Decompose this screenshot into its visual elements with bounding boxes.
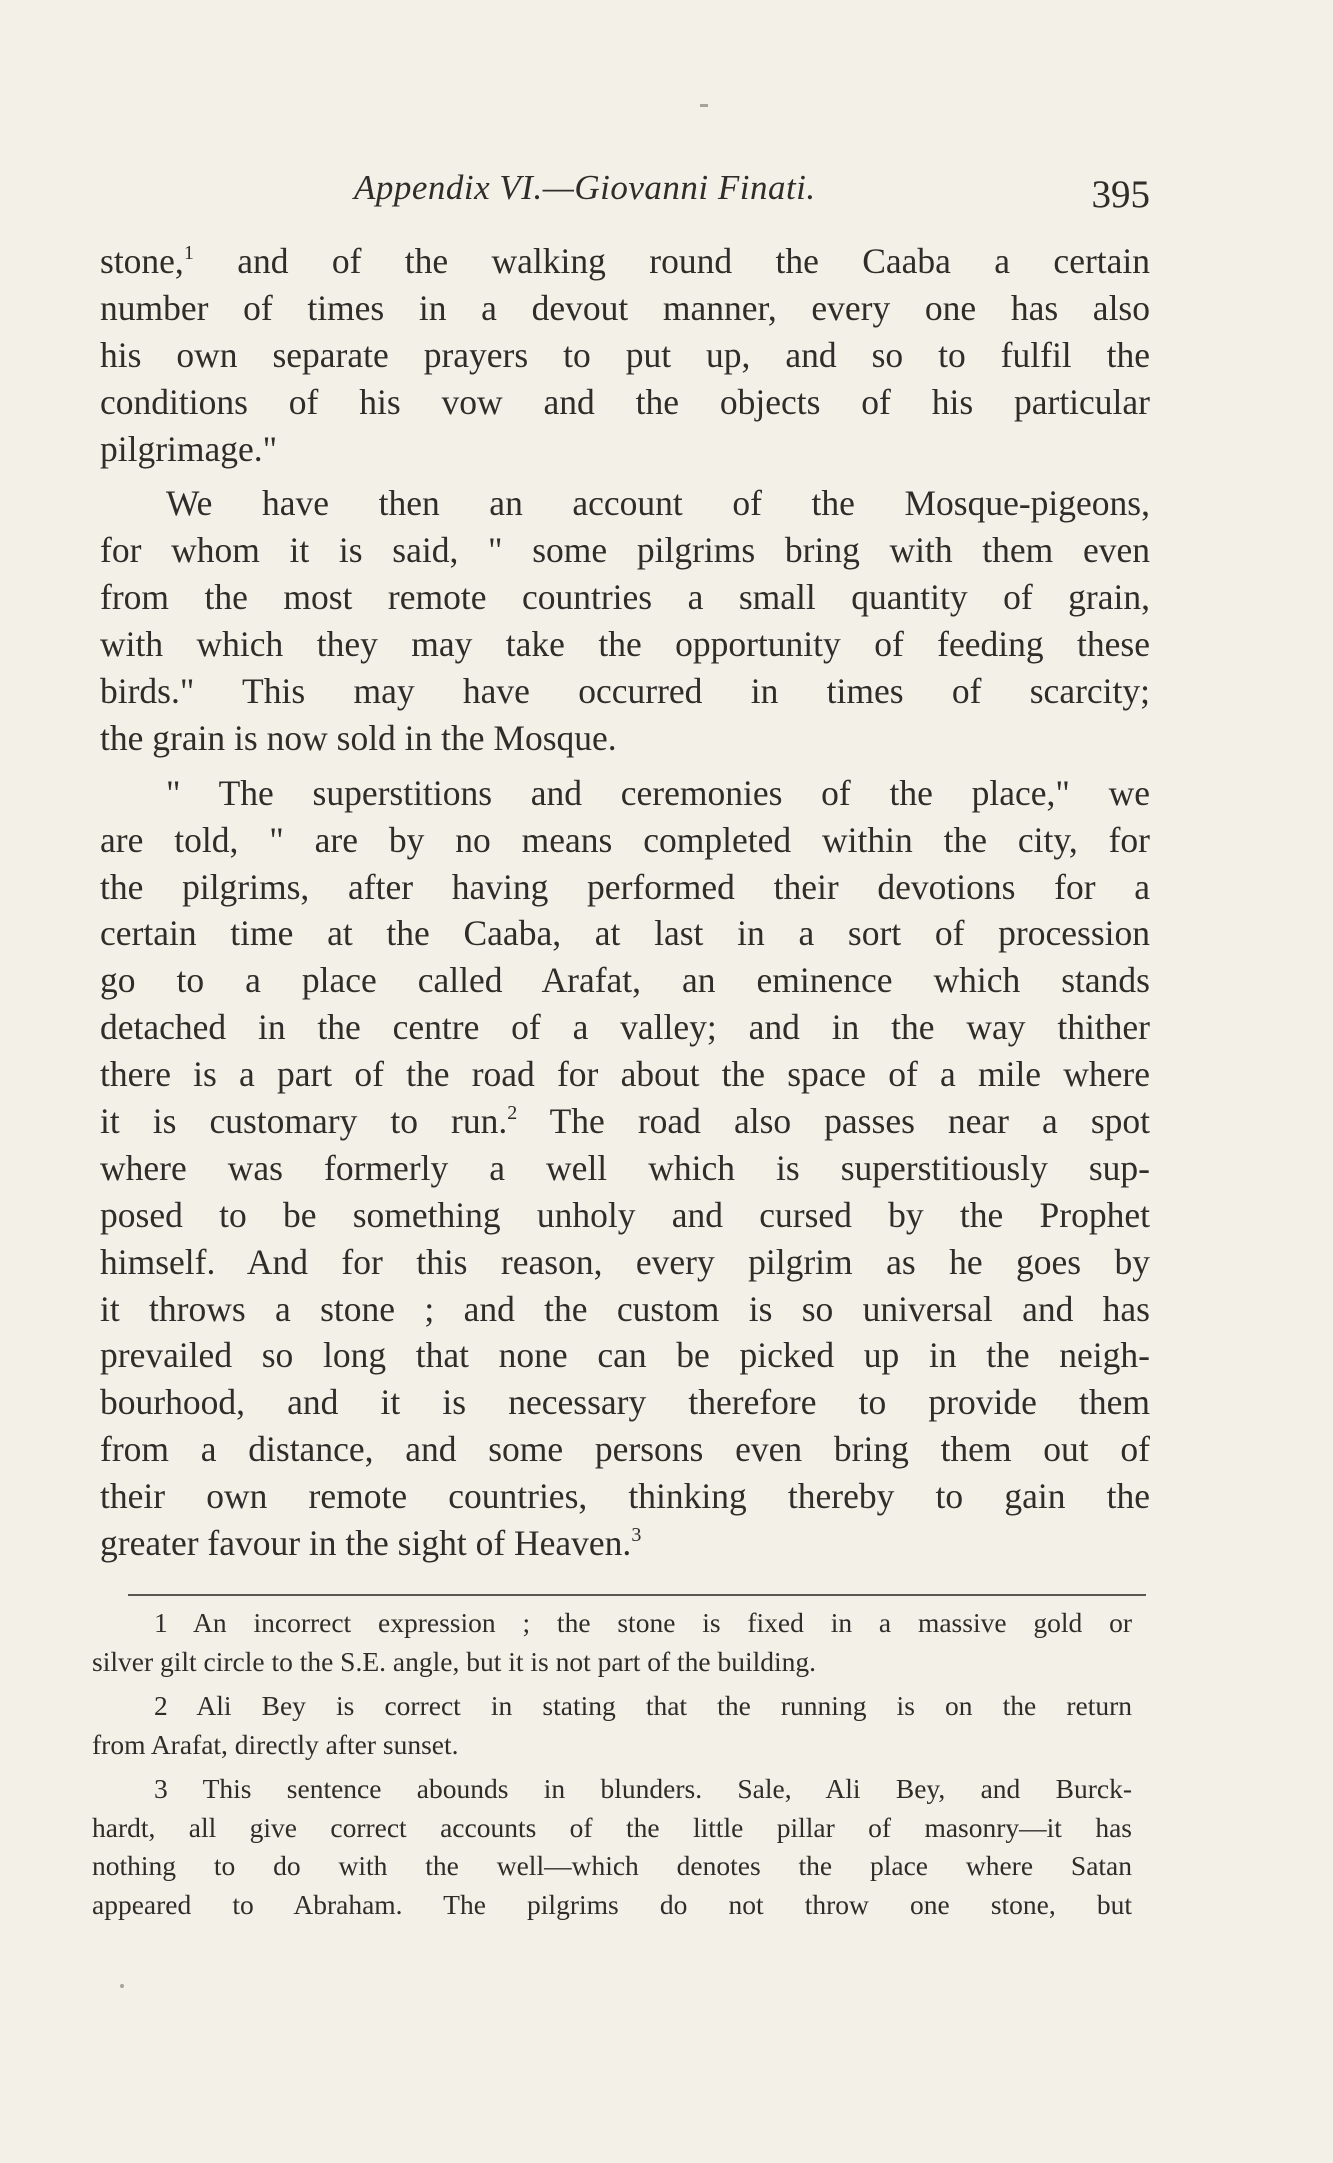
text-line: himself. And for this reason, every pilgrim as he goes by xyxy=(100,1241,1150,1282)
top-speck xyxy=(700,104,708,107)
running-title: Appendix VI.—Giovanni Finati. xyxy=(354,168,816,207)
text-line: his own separate prayers to put up, and so to fulfil the xyxy=(100,334,1150,375)
footnote-rule xyxy=(128,1594,1146,1596)
footnote-line: 2 Ali Bey is correct in stating that the running is on the return xyxy=(154,1690,1132,1721)
text-line: for whom it is said, " some pilgrims bring with them even xyxy=(100,530,1150,571)
text-line: are told, " are by no means completed within the city, for xyxy=(100,819,1150,860)
paragraph-1 xyxy=(100,238,1150,472)
text-line: We have then an account of the Mosque-pigeons, xyxy=(166,483,1150,524)
text-fragment: it is customary to run. xyxy=(100,1101,508,1142)
footnote-1 xyxy=(92,1604,1132,1681)
body-text xyxy=(100,238,1150,1567)
footnote-3 xyxy=(92,1770,1132,1924)
footnote-line: silver gilt circle to the S.E. angle, but it is not part of the building. xyxy=(92,1645,817,1677)
text-line: birds." This may have occurred in times of scarcity; xyxy=(100,671,1150,712)
footnote-ref-3: 3 xyxy=(631,1524,642,1547)
footnote-line: nothing to do with the well—which denotes the place where Satan xyxy=(92,1850,1132,1881)
paragraph-3 xyxy=(100,770,1150,1567)
text-line: detached in the centre of a valley; and in the way thither xyxy=(100,1007,1150,1048)
text-line: " The superstitions and ceremonies of the place," we xyxy=(166,772,1150,813)
text-line: from a distance, and some persons even bring them out of xyxy=(100,1429,1150,1470)
text-line: go to a place called Arafat, an eminence which stands xyxy=(100,960,1150,1001)
footnote-line: 1 An incorrect expression ; the stone is fixed in a massive gold or xyxy=(154,1607,1132,1638)
text-line: conditions of his vow and the objects of his particular xyxy=(100,381,1150,422)
text-line: number of times in a devout manner, every one has also xyxy=(100,287,1150,328)
footnote-ref-1: 1 xyxy=(183,242,194,264)
text-line: posed to be something unholy and cursed by the Prophet xyxy=(100,1194,1150,1235)
text-line: certain time at the Caaba, at last in a sort of procession xyxy=(100,913,1150,954)
text-fragment: and of the walking round the Caaba a certain xyxy=(193,241,1150,281)
text-line: the grain is now sold in the Mosque. xyxy=(100,717,617,758)
text-line: there is a part of the road for about the space of a mile where xyxy=(100,1054,1150,1095)
page-number: 395 xyxy=(1091,173,1150,216)
footnote-line: appeared to Abraham. The pilgrims do not throw one stone, but xyxy=(92,1888,1132,1920)
text-line: bourhood, and it is necessary therefore to provide them xyxy=(100,1382,1150,1423)
page-header xyxy=(100,160,1150,220)
text-line xyxy=(100,238,1150,285)
paragraph-2 xyxy=(100,480,1150,761)
text-line: the pilgrims, after having performed their devotions for a xyxy=(100,866,1150,907)
text-fragment: greater favour in the sight of Heaven. xyxy=(100,1523,632,1564)
text-fragment: The road also passes near a spot xyxy=(517,1101,1151,1142)
text-fragment: stone, xyxy=(100,241,184,281)
footnotes xyxy=(92,1604,1132,1924)
text-line: where was formerly a well which is superstitiously sup- xyxy=(100,1147,1150,1188)
footnote-ref-2: 2 xyxy=(507,1102,518,1125)
text-line: their own remote countries, thinking thereby to gain the xyxy=(100,1476,1150,1517)
text-line: from the most remote countries a small quantity of grain, xyxy=(100,577,1150,618)
footnote-2 xyxy=(92,1687,1132,1764)
text-line: prevailed so long that none can be picked up in the neigh- xyxy=(100,1335,1150,1376)
text-line xyxy=(100,1520,1150,1567)
footnote-line: from Arafat, directly after sunset. xyxy=(92,1728,459,1760)
bottom-speck xyxy=(120,1984,124,1988)
text-line: pilgrimage." xyxy=(100,428,278,469)
footnote-line: 3 This sentence abounds in blunders. Sale, Ali Bey, and Burck- xyxy=(154,1773,1132,1804)
text-line xyxy=(100,1098,1150,1145)
text-line: with which they may take the opportunity of feeding these xyxy=(100,624,1150,665)
footnote-line: hardt, all give correct accounts of the little pillar of masonry—it has xyxy=(92,1811,1132,1843)
text-line: it throws a stone ; and the custom is so universal and has xyxy=(100,1288,1150,1329)
